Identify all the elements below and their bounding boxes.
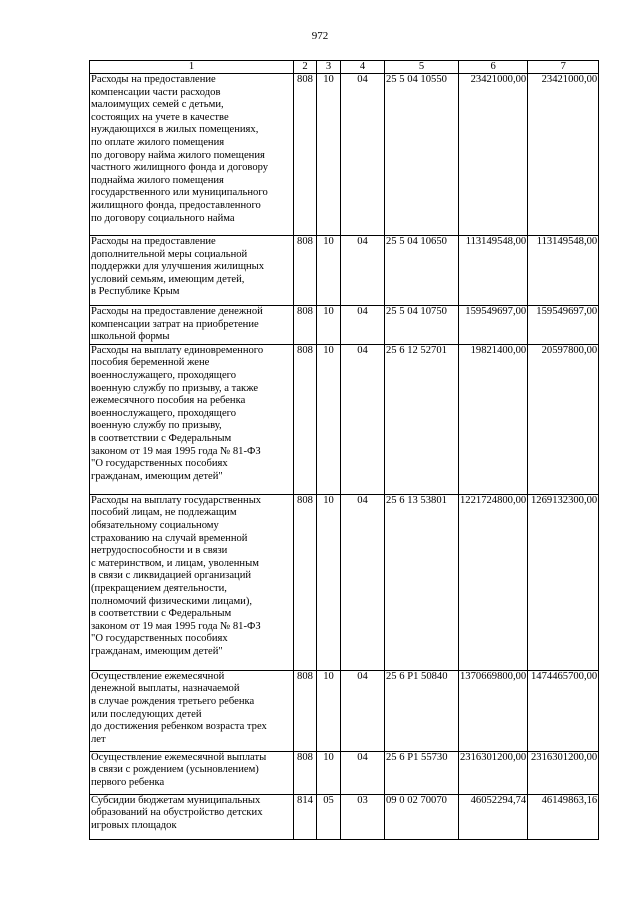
amount-col7-cell: 20597800,00 [528, 344, 599, 494]
table-row [90, 344, 599, 494]
subsection-code-cell: 04 [341, 306, 385, 345]
ministry-code-cell: 808 [294, 344, 317, 494]
header-row [90, 61, 599, 74]
ministry-code-cell: 814 [294, 794, 317, 839]
table-row [90, 306, 599, 345]
table-row [90, 794, 599, 839]
expense-name-line: в Республике Крым [91, 286, 180, 298]
column-header: 2 [294, 61, 317, 74]
expense-name-line: Осуществление ежемесячной выплаты [91, 751, 267, 763]
amount-col7-cell: 1474465700,00 [528, 670, 599, 751]
expense-name-cell [90, 74, 294, 236]
expense-name-line: или последующих детей [91, 708, 202, 720]
expense-name-line: в связи с рождением (усыновлением) [91, 764, 259, 776]
expense-name-line: страхованию на случай временной [91, 532, 248, 544]
expense-name-cell [90, 751, 294, 794]
ministry-code-cell: 808 [294, 670, 317, 751]
table-row [90, 494, 599, 670]
column-header: 6 [459, 61, 528, 74]
expense-name-line: по договору социального найма [91, 212, 235, 224]
ministry-code-cell: 808 [294, 236, 317, 306]
expense-name-line: государственного или муниципального [91, 187, 268, 199]
expense-name-cell [90, 794, 294, 839]
amount-col7-cell: 23421000,00 [528, 74, 599, 236]
expense-name-line: малоимущих семей с детьми, [91, 99, 224, 111]
section-code-cell: 10 [317, 306, 341, 345]
subsection-code-cell: 04 [341, 751, 385, 794]
expense-name-line: частного жилищного фонда и договору [91, 162, 269, 174]
target-code-cell: 25 5 04 10650 [385, 236, 459, 306]
expense-name-line: денежной выплаты, назначаемой [91, 683, 240, 695]
expense-name-cell [90, 344, 294, 494]
budget-table [89, 60, 599, 840]
expense-name-line: военную службу по призыву, а также [91, 382, 259, 394]
expense-name-line: военную службу по призыву, [91, 420, 222, 432]
section-code-cell: 10 [317, 74, 341, 236]
expense-name-cell [90, 494, 294, 670]
ministry-code-cell: 808 [294, 494, 317, 670]
expense-name-line: нетрудоспособности и в связи [91, 545, 228, 557]
table-row [90, 751, 599, 794]
expense-name-line: "О государственных пособиях [91, 633, 228, 645]
expense-name-line: гражданам, имеющим детей" [91, 470, 223, 482]
ministry-code-cell: 808 [294, 751, 317, 794]
expense-name-line: гражданам, имеющим детей" [91, 645, 223, 657]
column-header: 4 [341, 61, 385, 74]
expense-name-line: пособия беременной жене [91, 357, 210, 369]
target-code-cell: 25 5 04 10550 [385, 74, 459, 236]
amount-col6-cell: 1221724800,00 [459, 494, 528, 670]
amount-col7-cell: 2316301200,00 [528, 751, 599, 794]
expense-name-line: по оплате жилого помещения [91, 136, 225, 148]
amount-col7-cell: 46149863,16 [528, 794, 599, 839]
expense-name-line: состоящих на учете в качестве [91, 111, 229, 123]
expense-name-line: компенсации затрат на приобретение [91, 318, 259, 330]
ministry-code-cell: 808 [294, 306, 317, 345]
section-code-cell: 10 [317, 494, 341, 670]
expense-name-line: условий семьям, имеющим детей, [91, 273, 245, 285]
expense-name-line: нуждающихся в жилых помещениях, [91, 124, 259, 136]
expense-name-line: военнослужащего, проходящего [91, 369, 237, 381]
ministry-code-cell: 808 [294, 74, 317, 236]
expense-name-line: Расходы на предоставление [91, 74, 216, 85]
section-code-cell: 10 [317, 236, 341, 306]
expense-name-line: ежемесячного пособия на ребенка [91, 395, 246, 407]
expense-name-line: в связи с ликвидацией организаций [91, 570, 252, 582]
expense-name-cell [90, 306, 294, 345]
expense-name-line: игровых площадок [91, 819, 177, 831]
expense-name-line: школьной формы [91, 331, 170, 343]
amount-col7-cell: 1269132300,00 [528, 494, 599, 670]
amount-col6-cell: 1370669800,00 [459, 670, 528, 751]
amount-col6-cell: 159549697,00 [459, 306, 528, 345]
page-number: 972 [311, 30, 329, 42]
expense-name-line: жилищного фонда, предоставленного [91, 199, 261, 211]
subsection-code-cell: 04 [341, 74, 385, 236]
target-code-cell: 25 6 P1 55730 [385, 751, 459, 794]
expense-name-line: компенсации части расходов [91, 86, 221, 98]
expense-name-line: в соответствии с Федеральным [91, 432, 232, 444]
expense-name-line: поднайма жилого помещения [91, 174, 224, 186]
section-code-cell: 10 [317, 751, 341, 794]
subsection-code-cell: 04 [341, 344, 385, 494]
subsection-code-cell: 04 [341, 494, 385, 670]
expense-name-line: полномочий физическими лицами), [91, 595, 253, 607]
column-header: 5 [385, 61, 459, 74]
target-code-cell: 25 6 12 52701 [385, 344, 459, 494]
expense-name-line: Расходы на выплату единовременного [91, 344, 264, 356]
expense-name-line: образований на обустройство детских [91, 807, 263, 819]
table-row [90, 236, 599, 306]
expense-name-line: в случае рождения третьего ребенка [91, 695, 255, 707]
column-header: 3 [317, 61, 341, 74]
section-code-cell: 05 [317, 794, 341, 839]
expense-name-line: Расходы на предоставление [91, 236, 216, 247]
expense-name-line: "О государственных пособиях [91, 458, 228, 470]
expense-name-line: дополнительной меры социальной [91, 248, 248, 260]
amount-col6-cell: 46052294,74 [459, 794, 528, 839]
expense-name-line: Осуществление ежемесячной [91, 670, 225, 682]
amount-col6-cell: 19821400,00 [459, 344, 528, 494]
expense-name-line: первого ребенка [91, 776, 165, 788]
expense-name-line: с материнством, и лицам, уволенным [91, 557, 259, 569]
column-header: 7 [528, 61, 599, 74]
expense-name-cell [90, 236, 294, 306]
expense-name-line: военнослужащего, проходящего [91, 407, 237, 419]
target-code-cell: 25 6 P1 50840 [385, 670, 459, 751]
expense-name-line: лет [91, 733, 106, 745]
expense-name-line: (прекращением деятельности, [91, 582, 227, 594]
amount-col7-cell: 113149548,00 [528, 236, 599, 306]
column-header: 1 [90, 61, 294, 74]
subsection-code-cell: 04 [341, 670, 385, 751]
table-row [90, 670, 599, 751]
subsection-code-cell: 03 [341, 794, 385, 839]
expense-name-line: Расходы на предоставление денежной [91, 306, 263, 317]
expense-name-line: пособий лицам, не подлежащим [91, 507, 237, 519]
expense-name-cell [90, 670, 294, 751]
section-code-cell: 10 [317, 344, 341, 494]
target-code-cell: 09 0 02 70070 [385, 794, 459, 839]
expense-name-line: Расходы на выплату государственных [91, 494, 262, 506]
table-row [90, 74, 599, 236]
section-code-cell: 10 [317, 670, 341, 751]
amount-col6-cell: 23421000,00 [459, 74, 528, 236]
target-code-cell: 25 6 13 53801 [385, 494, 459, 670]
expense-name-line: законом от 19 мая 1995 года № 81-ФЗ [91, 445, 261, 457]
expense-name-line: законом от 19 мая 1995 года № 81-ФЗ [91, 620, 261, 632]
amount-col7-cell: 159549697,00 [528, 306, 599, 345]
expense-name-line: Субсидии бюджетам муниципальных [91, 794, 261, 806]
expense-name-line: поддержки для улучшения жилищных [91, 261, 265, 273]
expense-name-line: до достижения ребенком возраста трех [91, 721, 267, 733]
subsection-code-cell: 04 [341, 236, 385, 306]
expense-name-line: в соответствии с Федеральным [91, 608, 232, 620]
expense-name-line: по договору найма жилого помещения [91, 149, 265, 161]
amount-col6-cell: 113149548,00 [459, 236, 528, 306]
target-code-cell: 25 5 04 10750 [385, 306, 459, 345]
expense-name-line: обязательному социальному [91, 519, 219, 531]
amount-col6-cell: 2316301200,00 [459, 751, 528, 794]
